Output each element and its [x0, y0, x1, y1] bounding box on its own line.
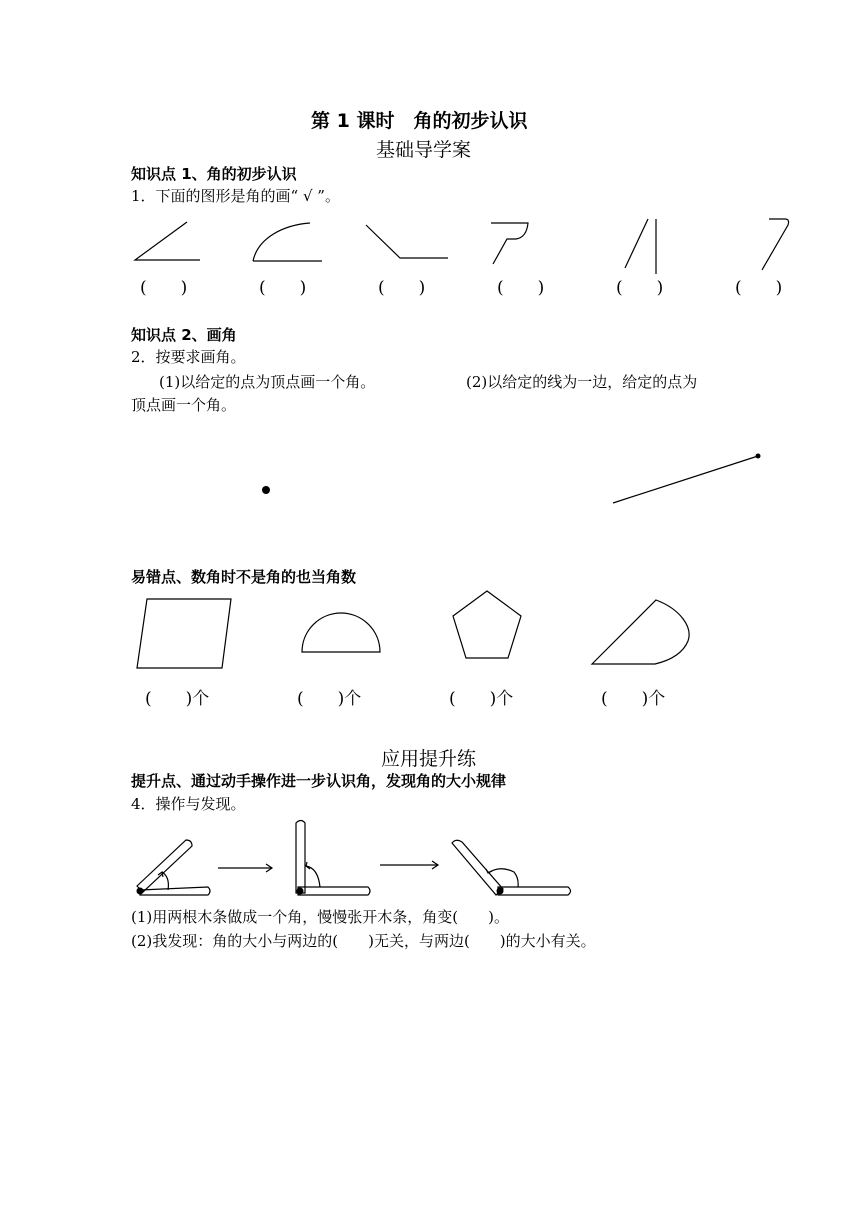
given-point-1 [262, 486, 270, 494]
count-angle-shapes [0, 595, 860, 675]
figure-1-angle [135, 222, 200, 260]
pentagon-shape [453, 591, 521, 658]
question-2-part-2-cont: 顶点画一个角。 [131, 396, 237, 414]
count-blank-2[interactable]: ( )个 [297, 689, 362, 709]
figure-5-line-a [625, 219, 648, 268]
section4-heading: 提升点、通过动手操作进一步认识角，发现角的大小规律 [131, 772, 507, 790]
draw-angle-area[interactable] [0, 440, 860, 520]
parallelogram-shape [137, 599, 231, 668]
angle-figures-row [0, 210, 860, 300]
figure-2-arc [253, 223, 310, 261]
question-2-part-2: (2)以给定的线为一边，给定的点为 [466, 373, 698, 391]
stick-stage-3 [452, 840, 571, 895]
section1-heading: 知识点 1、角的初步认识 [131, 165, 297, 183]
question-4-line-1: (1)用两根木条做成一个角，慢慢张开木条，角变( )。 [131, 908, 509, 926]
count-blank-3[interactable]: ( )个 [449, 689, 514, 709]
answer-blank-4[interactable]: ( ) [497, 278, 545, 298]
figure-6-shape [762, 219, 789, 270]
question-2: 2．按要求画角。 [131, 348, 246, 366]
section4-title: 应用提升练 [381, 748, 477, 770]
question-4-line-2: (2)我发现：角的大小与两边的( )无关，与两边( )的大小有关。 [131, 932, 596, 950]
quadrant-shape [592, 600, 689, 664]
semicircle-shape [302, 613, 380, 652]
count-blank-1[interactable]: ( )个 [145, 689, 210, 709]
stick-angle-diagram [0, 815, 860, 905]
answer-blank-5[interactable]: ( ) [616, 278, 664, 298]
section3-heading: 易错点、数角时不是角的也当角数 [131, 568, 357, 586]
given-point-2 [756, 454, 761, 459]
given-line [613, 456, 758, 503]
figure-3-angle [366, 225, 448, 258]
figure-4-shape [491, 223, 528, 264]
answer-blank-2[interactable]: ( ) [259, 278, 307, 298]
stick-stage-1 [137, 840, 211, 895]
page-subtitle: 基础导学案 [376, 139, 472, 161]
section2-heading: 知识点 2、画角 [131, 326, 237, 344]
page-title: 第 1 课时 角的初步认识 [311, 110, 528, 132]
stick-stage-2 [296, 821, 370, 896]
question-1: 1．下面的图形是角的画“ √ ”。 [131, 187, 340, 205]
question-4: 4．操作与发现。 [131, 795, 246, 813]
answer-blank-1[interactable]: ( ) [140, 278, 188, 298]
question-2-part-1: (1)以给定的点为顶点画一个角。 [159, 373, 376, 391]
answer-blank-6[interactable]: ( ) [735, 278, 783, 298]
count-blank-4[interactable]: ( )个 [601, 689, 666, 709]
answer-blank-3[interactable]: ( ) [378, 278, 426, 298]
